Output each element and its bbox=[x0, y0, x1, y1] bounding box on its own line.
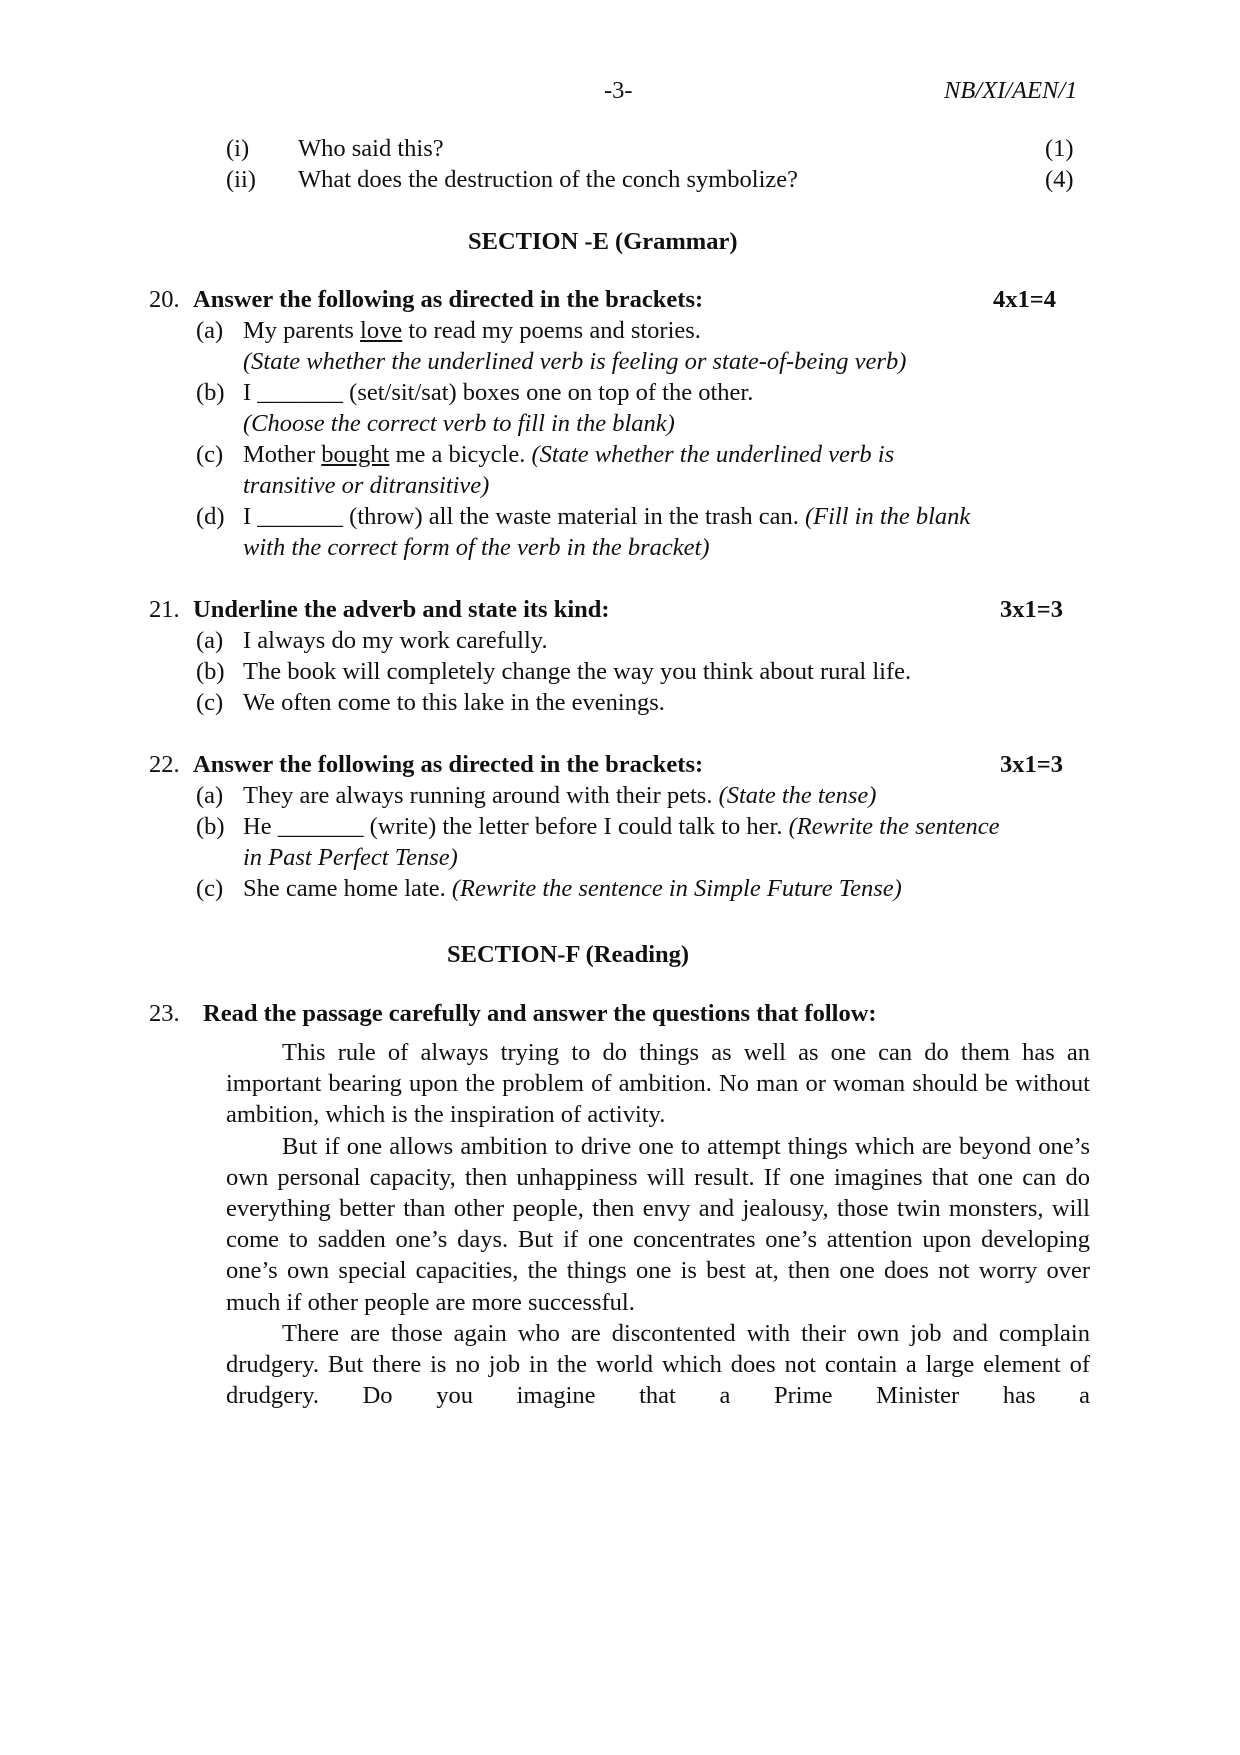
item-text bbox=[243, 873, 902, 904]
q20-item-d-note: with the correct form of the verb in the bracket) bbox=[243, 534, 710, 561]
passage-paragraph: This rule of always trying to do things as well as one can do them has an important bearing upon the problem of ambition. No man or woman should be without ambition, which is the inspiration of activity. bbox=[226, 1039, 1090, 1129]
item-label: (b) bbox=[196, 658, 225, 685]
item-label: (c) bbox=[196, 875, 224, 902]
item-note: (Rewrite the sentence in Simple Future Tense) bbox=[451, 875, 902, 902]
question-number: 20. bbox=[149, 286, 180, 313]
question-20-header bbox=[0, 284, 1240, 315]
question-instruction: Read the passage carefully and answer the questions that follow: bbox=[203, 1000, 877, 1027]
passage-paragraph: But if one allows ambition to drive one to attempt things which are beyond one’s own personal capacity, then unhappiness will result. If one imagines that one can do everything better than other people, then envy and jealousy, those twin monsters, will come to sadden one’s days. But if one concentrates one’s attention upon developing one’s own special capacities, the things one is best at, then one does not worry over much if other people are more successful. bbox=[226, 1132, 1090, 1316]
underlined-verb: love bbox=[360, 317, 403, 344]
q22-item-a bbox=[0, 780, 1240, 811]
item-label: (i) bbox=[226, 135, 250, 162]
text-segment: She came home late. bbox=[243, 875, 452, 902]
item-text: What does the destruction of the conch symbolize? bbox=[298, 166, 799, 193]
q20-item-c bbox=[0, 439, 1240, 470]
question-number: 21. bbox=[149, 596, 180, 623]
q20-item-b-note: (Choose the correct verb to fill in the blank) bbox=[243, 410, 675, 437]
question-23-header bbox=[0, 998, 1240, 1029]
q20-item-d bbox=[0, 501, 1240, 532]
q20-item-c-note: transitive or ditransitive) bbox=[243, 472, 490, 499]
question-number: 22. bbox=[149, 751, 180, 778]
question-instruction: Underline the adverb and state its kind: bbox=[193, 596, 610, 623]
item-text bbox=[243, 811, 1000, 842]
q22-item-b-note: in Past Perfect Tense) bbox=[243, 844, 458, 871]
item-note: (State the tense) bbox=[718, 782, 877, 809]
passage-paragraph: There are those again who are discontented with their own job and complain drudgery. But there is no job in the world which does not contain a large element of drudgery. Do you imagine that a Prime Minister has a bbox=[226, 1319, 1090, 1410]
item-label: (a) bbox=[196, 317, 224, 344]
item-text: I _______ (set/sit/sat) boxes one on top of the other. bbox=[243, 379, 754, 406]
reading-passage bbox=[226, 1037, 1090, 1411]
item-label: (d) bbox=[196, 503, 225, 530]
item-note: (Fill in the blank bbox=[804, 503, 971, 530]
text-segment: He _______ (write) the letter before I could talk to her. bbox=[243, 813, 789, 840]
underlined-verb: bought bbox=[321, 441, 390, 468]
question-marks: 3x1=3 bbox=[1000, 751, 1063, 778]
item-label: (a) bbox=[196, 627, 224, 654]
item-text bbox=[243, 501, 970, 532]
item-label: (c) bbox=[196, 441, 224, 468]
item-label: (ii) bbox=[226, 166, 256, 193]
item-text bbox=[243, 780, 876, 811]
text-segment: My parents bbox=[243, 317, 361, 344]
q22-item-c bbox=[0, 873, 1240, 904]
item-marks: (4) bbox=[1045, 166, 1074, 193]
item-note: (Rewrite the sentence bbox=[788, 813, 1000, 840]
item-label: (b) bbox=[196, 379, 225, 406]
question-marks: 3x1=3 bbox=[1000, 596, 1063, 623]
q21-item bbox=[0, 625, 1240, 656]
paper-code: NB/XI/AEN/1 bbox=[944, 77, 1078, 104]
item-label: (b) bbox=[196, 813, 225, 840]
q20-item-a-note: (State whether the underlined verb is feeling or state-of-being verb) bbox=[243, 348, 907, 375]
item-text: The book will completely change the way you think about rural life. bbox=[243, 658, 912, 685]
question-22-header bbox=[0, 749, 1240, 780]
item-text: Who said this? bbox=[298, 135, 444, 162]
section-e-title: SECTION -E (Grammar) bbox=[468, 228, 738, 255]
prev-question-item bbox=[0, 164, 1240, 195]
question-number: 23. bbox=[149, 1000, 180, 1027]
text-segment: to read my poems and stories. bbox=[402, 317, 701, 344]
question-marks: 4x1=4 bbox=[993, 286, 1056, 313]
q20-item-a bbox=[0, 315, 1240, 346]
item-text: I always do my work carefully. bbox=[243, 627, 548, 654]
q20-item-b bbox=[0, 377, 1240, 408]
item-text bbox=[243, 315, 701, 346]
question-instruction: Answer the following as directed in the brackets: bbox=[193, 286, 704, 313]
page-number: -3- bbox=[604, 77, 633, 104]
q21-item bbox=[0, 687, 1240, 718]
text-segment: They are always running around with their pets. bbox=[243, 782, 719, 809]
question-instruction: Answer the following as directed in the brackets: bbox=[193, 751, 704, 778]
q21-item bbox=[0, 656, 1240, 687]
item-note: (State whether the underlined verb is bbox=[531, 441, 895, 468]
text-segment: Mother bbox=[243, 441, 322, 468]
text-segment: me a bicycle. bbox=[389, 441, 532, 468]
item-text bbox=[243, 439, 894, 470]
item-label: (c) bbox=[196, 689, 224, 716]
text-segment: I _______ (throw) all the waste material in the trash can. bbox=[243, 503, 805, 530]
prev-question-item bbox=[0, 133, 1240, 164]
q22-item-b bbox=[0, 811, 1240, 842]
item-text: We often come to this lake in the evenings. bbox=[243, 689, 665, 716]
item-label: (a) bbox=[196, 782, 224, 809]
question-21-header bbox=[0, 594, 1240, 625]
item-marks: (1) bbox=[1045, 135, 1074, 162]
section-f-title: SECTION-F (Reading) bbox=[447, 941, 690, 968]
